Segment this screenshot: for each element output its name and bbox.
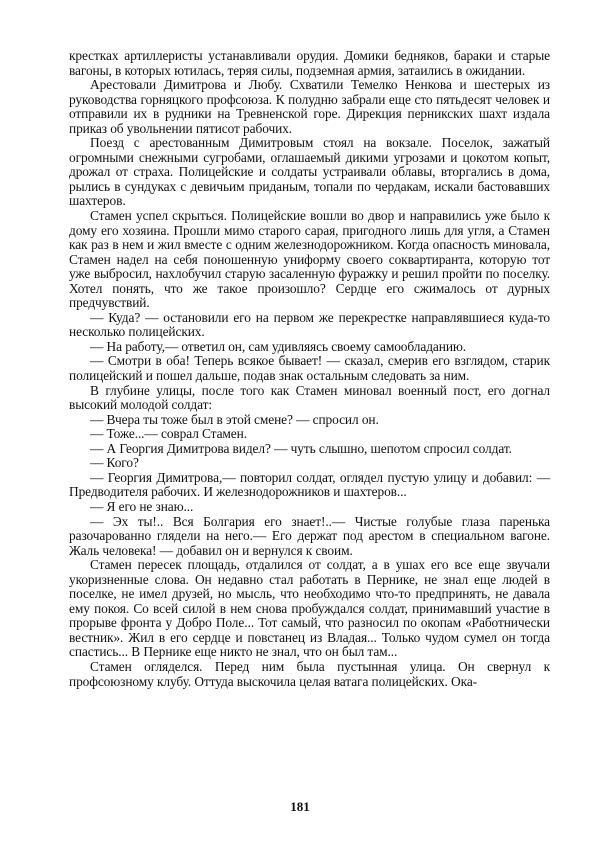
paragraph: — На работу,— ответил он, сам удивляясь своему самообладанию. — [90, 338, 467, 354]
page-number: 181 — [290, 799, 310, 814]
paragraph: Арестовали Димитрова и Любу. Схватили Темелко Ненкова и шестерых из руководства горняцкого профсоюза. К полудню забрали еще сто пятьдесят человек и отправили их в рудники на Тревненской горе. Дирекция перникских шахт издала приказ об увольнении пятисот рабочих. — [69, 77, 550, 136]
paragraph: Поезд с арестованным Димитровым стоял на вокзале. Поселок, зажатый огромными снежными сугробами, оглашаемый дикими угрозами и цокотом копыт, дрожал от страха. Полицейские и солдаты устраивали облавы, вторгались в дома, рылись в сундуках с девичьим приданым, топали по чердакам, искали бастовавших шахтеров. — [69, 135, 550, 209]
paragraph: Стамен огляделся. Перед ним была пустынная улица. Он свернул к профсоюзному клубу. Оттуда выскочила целая ватага полицейских. Ока- — [69, 658, 550, 689]
paragraph: Стамен успел скрыться. Полицейские вошли во двор и направились уже было к дому его хозяина. Прошли мимо старого сарая, пригодного лишь для угля, а Стамен как раз в нем и жил вместе с одним железнодорожником. Когда опасность миновала, Стамен надел на себя поношенную униформу своего соквартиранта, которую тот уже выбросил, нахлобучил старую засаленную фуражку и решил пройти по поселку. Хотел понять, что же такое произошло? Сердце его сжималось от дурных предчувствий. — [69, 208, 550, 311]
paragraph: — Кого? — [90, 455, 139, 471]
paragraph: — Я его не знаю... — [90, 498, 194, 514]
paragraph: — Куда? — остановили его на первом же перекрестке направлявшиеся куда-то несколько полицейских. — [69, 309, 550, 340]
paragraph: Стамен пересек площадь, отдалился от солдат, а в ушах его все еще звучали укоризненные слова. Он недавно стал работать в Пернике, не знал еще людей в поселке, не имел друзей, но мысль, что необходимо что-то предпринять, не давала ему покоя. Со всей силой в нем снова пробуждался солдат, принимавший участие в прорыве фронта у Добро Поле... Тот самый, что разносил по окопам «Работнически вестник». Жил в его сердце и повстанец из Владая... Только чудом сумел он тогда спастись... В Пернике еще никто не знал, что он был там... — [69, 557, 550, 660]
paragraph: В глубине улицы, после того как Стамен миновал военный пост, его догнал высокий молодой солдат: — [69, 382, 550, 413]
text-body — [69, 49, 550, 689]
paragraph: — Эх ты!.. Вся Болгария его знает!..— Чистые голубые глаза паренька разочарованно глядели на него.— Его держат под арестом в специальном вагоне. Жаль человека! — добавил он и вернулся к своим. — [69, 513, 550, 558]
paragraph: — Смотри в оба! Теперь всякое бывает! — сказал, смерив его взглядом, старик полицейский и пошел дальше, подав знак остальным следовать за ним. — [69, 353, 550, 384]
paragraph: — А Георгия Димитрова видел? — чуть слышно, шепотом спросил солдат. — [90, 440, 512, 456]
paragraph: — Георгия Димитрова,— повторил солдат, оглядел пустую улицу и добавил: — Предводителя рабочих. И железнодорожников и шахтеров... — [69, 469, 550, 500]
paragraph: — Вчера ты тоже был в этой смене? — спросил он. — [90, 411, 379, 427]
paragraph: крестках артиллеристы устанавливали орудия. Домики бедняков, бараки и старые вагоны, в которых ютилась, теряя силы, подземная армия, затаились в ожидании. — [69, 48, 550, 78]
paragraph: — Тоже...— соврал Стамен. — [90, 426, 247, 442]
